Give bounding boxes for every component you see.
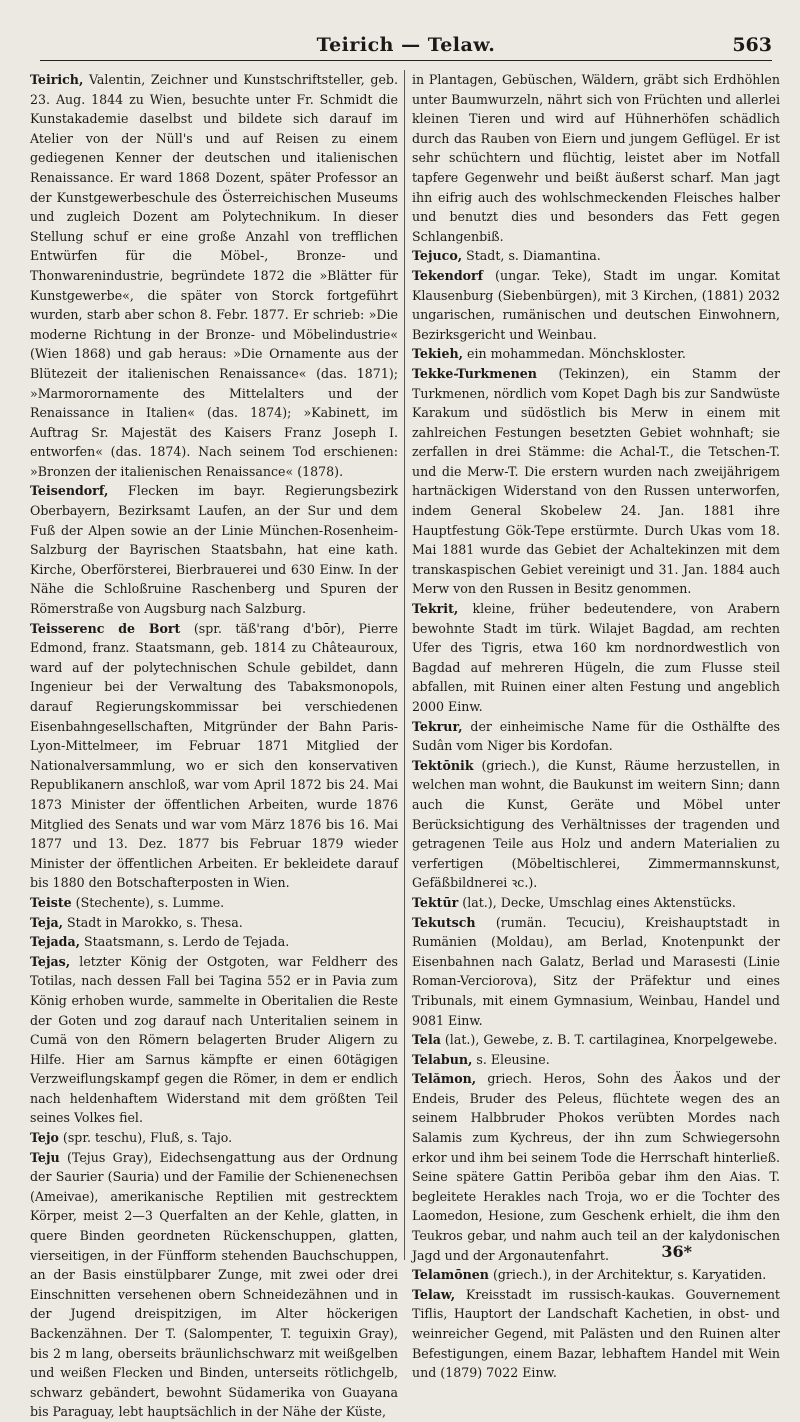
entry-headword: Teiste	[30, 894, 72, 910]
dictionary-entry	[412, 1265, 780, 1285]
dictionary-entry	[412, 344, 780, 364]
dictionary-entry	[412, 913, 780, 1031]
entry-body: Flecken im bayr. Regierungsbezirk Oberbayern, Bezirksamt Laufen, an der Sur und dem Fuß der Alpen sowie an der Linie München-Rosenheim-Salzburg der Bayrischen Staatsbahn, hat eine kath. Kirche, Oberförsterei, Bierbrauerei und 630 Einw. In der Nähe die Schloßruine Raschenberg und Spuren der Römerstraße von Augsburg nach Salzburg.	[30, 483, 398, 617]
dictionary-entry	[30, 893, 398, 913]
entry-headword: Tejo	[30, 1130, 59, 1146]
entry-headword: Telămon,	[412, 1071, 477, 1087]
dictionary-entry	[30, 70, 398, 481]
dictionary-entry	[412, 246, 780, 266]
entry-body: griech. Heros, Sohn des Äakos und der Endeis, Bruder des Peleus, flüchtete wegen des an seinem Halbbruder Phokos verübten Mordes nach Salamis zum Kychreus, der ihn zum Schwiegersohn erkor und ihm bei seinem Tode die Herrschaft hinterließ. Seine spätere Gattin Periböa gebar ihm den Aias. T. begleitete Herakles nach Troja, wo er die Tochter des Laomedon, Hesione, zum Geschenk erhielt, die ihm den Teukros gebar, und nahm auch teil an der kalydonischen Jagd und der Argonautenfahrt.	[412, 1071, 780, 1263]
entry-headword: Tekutsch	[412, 914, 476, 930]
entry-body: Stadt in Marokko, s. Thesa.	[63, 914, 243, 930]
entry-body: (Stechente), s. Lumme.	[71, 894, 225, 910]
entry-body: (lat.), Gewebe, z. B. T. cartilaginea, Knorpelgewebe.	[440, 1032, 778, 1048]
entry-body: letzter König der Ostgoten, war Feldherr des Totilas, nach dessen Fall bei Tagina 552 er in Pavia zum König erhoben wurde, sammelte in Oberitalien die Reste der Goten und zog darauf nach Unteritalien seinem in Cumä von den Römern belagerten Bruder Aligern zu Hilfe. Hier am Sarnus kämpfte er einen 60tägigen Verzweiflungskampf gegen die Römer, in dem er endlich nach heldenhaftem Widerstand mit dem größten Teil seines Volkes fiel.	[30, 953, 398, 1126]
entry-body: in Plantagen, Gebüschen, Wäldern, gräbt sich Erdhöhlen unter Baumwurzeln, nährt sich von Früchten und allerlei kleinen Tieren und wird auf Hühnerhöfen schädlich durch das Rauben von Eiern und jungem Geflügel. Er ist sehr schüchtern und flüchtig, leistet aber im Notfall tapfere Gegenwehr und beißt äußerst scharf. Man jagt ihn eifrig auch des wohlschmeckenden Fleisches halber und benutzt dies und besonders das Fett gegen Schlangenbiß.	[412, 72, 780, 244]
entry-headword: Teisserenc de Bort	[30, 620, 181, 636]
entry-body: Kreisstadt im russisch-kaukas. Gouvernement Tiflis, Hauptort der Landschaft Kachetien, in obst- und weinreicher Gegend, mit Palästen und den Ruinen alter Befestigungen, einem Bazar, lebhaftem Handel mit Wein und (1879) 7022 Einw.	[412, 1286, 780, 1381]
entry-headword: Teisendorf,	[30, 483, 109, 499]
entry-body: (ungar. Teke), Stadt im ungar. Komitat Klausenburg (Siebenbürgen), mit 3 Kirchen, (1881) 2032 ungarischen, rumänischen und deutschen Einwohnern, Bezirksgericht und Weinbau.	[412, 267, 780, 342]
dictionary-entry	[412, 599, 780, 717]
dictionary-entry	[412, 893, 780, 913]
dictionary-entry	[30, 481, 398, 618]
entry-headword: Tejada,	[30, 934, 81, 950]
entry-body: (spr. teschu), Fluß, s. Tajo.	[58, 1130, 233, 1146]
dictionary-entry	[412, 1285, 780, 1383]
entry-body: (griech.), in der Architektur, s. Karyatiden.	[488, 1267, 767, 1283]
entry-body: Staatsmann, s. Lerdo de Tejada.	[80, 934, 290, 950]
signature-mark: 36*	[661, 1242, 692, 1261]
entry-body: (Tekinzen), ein Stamm der Turkmenen, nördlich vom Kopet Dagh bis zur Sandwüste Karakum und südöstlich bis Merw in einem mit zahlreichen Festungen besetzten Gebiet wohnhaft; sie zerfallen in drei Stämme: die Achal-T., die Tetschen-T. und die Merw-T. Die erstern wurden nach zweijährigem hartnäckigen Widerstand von den Russen unterworfen, indem General Skobelew 24. Jan. 1881 ihre Hauptfestung Gök-Tepe erstürmte. Durch Ukas vom 18. Mai 1881 wurde das Gebiet der Achaltekinzen mit dem transkaspischen Gebiet vereinigt und 31. Jan. 1884 auch Merw von den Russen in Besitz genommen.	[412, 365, 780, 597]
entry-headword: Telaw,	[412, 1286, 456, 1302]
running-title: Teirich — Telaw.	[316, 34, 496, 56]
entry-headword: Tejas,	[30, 953, 71, 969]
entry-body: Stadt, s. Diamantina.	[462, 248, 601, 264]
entry-body: (lat.), Decke, Umschlag eines Aktenstücks.	[458, 894, 736, 910]
entry-body: Valentin, Zeichner und Kunstschriftsteller, geb. 23. Aug. 1844 zu Wien, besuchte unter Fr. Schmidt die Kunstakademie daselbst und bildete sich darauf im Atelier von der Nüll's und auf Reisen zu einem gediegenen Kenner der deutschen und italienischen Renaissance. Er ward 1868 Dozent, später Professor an der Kunstgewerbeschule des Österreichischen Museums und zugleich Dozent am Polytechnikum. In dieser Stellung schuf er eine große Anzahl von trefflichen Entwürfen für die Möbel-, Bronze- und Thonwarenindustrie, begründete 1872 die »Blätter für Kunstgewerbe«, die später von Storck fortgeführt wurden, starb aber schon 8. Febr. 1877. Er schrieb: »Die moderne Richtung in der Bronze- und Möbelindustrie« (Wien 1868) und gab heraus: »Die Ornamente aus der Blütezeit der italienischen Renaissance« (das. 1871); »Marmorornamente des Mittelalters und der Renaissance in Italien« (das. 1874); »Kabinett, im Auftrag Sr. Majestät des Kaisers Franz Joseph I. entworfen« (das. 1874). Nach seinem Tod erschienen: »Bronzen der italienischen Renaissance« (1878).	[30, 72, 398, 479]
dictionary-entry	[30, 1148, 398, 1422]
entry-body: (Tejus Gray), Eidechsengattung aus der Ordnung der Saurier (Sauria) und der Familie der Schienenechsen (Ameivae), amerikanische Reptilien mit gestrecktem Körper, meist 2—3 Querfalten an der Kehle, glatten, in quere Binden geordneten Rückenschuppen, glatten, vierseitigen, in der Fünfform stehenden Bauchschuppen, an der Basis einstülpbarer Zunge, mit zwei oder drei Einschnitten versehenen obern Schneidezähnen und in der Jugend dreispitzigen, im Alter höckerigen Backenzähnen. Der T. (Salompenter, T. teguixin Gray), bis 2 m lang, oberseits bräunlichschwarz mit weißgelben und weißen Flecken und Binden, unterseits rötlichgelb, schwarz gebändert, bewohnt Südamerika von Guayana bis Paraguay, lebt hauptsächlich in der Nähe der Küste,	[30, 1149, 398, 1420]
entry-headword: Tekrit,	[412, 601, 459, 617]
entry-headword: Telabun,	[412, 1051, 473, 1067]
dictionary-entry	[412, 1030, 780, 1050]
entry-headword: Tela	[412, 1032, 441, 1048]
right-column	[404, 70, 780, 1381]
dictionary-entry	[412, 1050, 780, 1070]
dictionary-entry	[30, 913, 398, 933]
dictionary-entry	[30, 619, 398, 893]
dictionary-entry	[412, 266, 780, 344]
text-columns	[30, 70, 780, 1420]
entry-headword: Tektūr	[412, 894, 459, 910]
dictionary-entry	[412, 364, 780, 599]
entry-headword: Telamōnen	[412, 1267, 489, 1283]
entry-body: (rumän. Tecuciu), Kreishauptstadt in Rumänien (Moldau), am Berlad, Knotenpunkt der Eisenbahnen nach Galatz, Berlad und Marasesti (Linie Roman-Verciorova), Sitz der Präfektur und eines Tribunals, mit einem Gymnasium, Weinbau, Handel und 9081 Einw.	[412, 914, 780, 1028]
entry-body: der einheimische Name für die Osthälfte des Sudân vom Niger bis Kordofan.	[412, 718, 780, 754]
entry-headword: Tekrur,	[412, 718, 463, 734]
entry-headword: Tejuco,	[412, 248, 463, 264]
entry-headword: Tekke-Turkmenen	[412, 365, 537, 381]
dictionary-entry	[412, 70, 780, 246]
dictionary-entry	[412, 717, 780, 756]
entry-body: (griech.), die Kunst, Räume herzustellen, in welchen man wohnt, die Baukunst im weitern Sinn; dann auch die Kunst, Geräte und Möbel unter Berücksichtigung des Verhältnisses der tragenden und getragenen Teile aus Holz und andern Materialien zu verfertigen (Möbeltischlerei, Zimmermannskunst, Gefäßbildnerei ꝛc.).	[412, 757, 780, 891]
entry-headword: Teju	[30, 1149, 60, 1165]
entry-headword: Teja,	[30, 914, 64, 930]
dictionary-entry	[30, 952, 398, 1128]
entry-body: kleine, früher bedeutendere, von Arabern bewohnte Stadt im türk. Wilajet Bagdad, am rechten Ufer des Tigris, etwa 160 km nordnordwestlich von Bagdad auf mehreren Hügeln, die zum Flusse steil abfallen, mit Ruinen einer alten Festung und angeblich 2000 Einw.	[412, 601, 780, 714]
entry-body: (spr. täß'rang d'bōr), Pierre Edmond, franz. Staatsmann, geb. 1814 zu Châteauroux, ward auf der polytechnischen Schule gebildet, dann Ingenieur bei der Verwaltung des Tabaksmonopols, darauf Regierungskommissar bei verschiedenen Eisenbahngesellschaften, Mitgründer der Bahn Paris-Lyon-Mittelmeer, im Februar 1871 Mitglied der Nationalversammlung, wo er sich den konservativen Republikanern anschloß, war vom April 1872 bis 24. Mai 1873 Minister der öffentlichen Arbeiten, wurde 1876 Mitglied des Senats und war vom März 1876 bis 16. Mai 1877 und 13. Dez. 1877 bis Februar 1879 wieder Minister der öffentlichen Arbeiten. Er bekleidete darauf bis 1880 den Botschafterposten in Wien.	[30, 620, 398, 891]
entry-body: s. Eleusine.	[472, 1051, 550, 1067]
page-header	[40, 32, 772, 61]
left-column	[30, 70, 404, 1420]
page-number: 563	[732, 34, 772, 56]
dictionary-entry	[412, 1069, 780, 1265]
dictionary-entry	[412, 756, 780, 893]
entry-body: ein mohammedan. Mönchskloster.	[463, 346, 686, 362]
entry-headword: Tekendorf	[412, 267, 484, 283]
entry-headword: Tektōnik	[412, 757, 474, 773]
dictionary-entry	[30, 1128, 398, 1148]
dictionary-entry	[30, 932, 398, 952]
entry-headword: Teirich,	[30, 72, 84, 87]
entry-headword: Tekieh,	[412, 346, 464, 362]
